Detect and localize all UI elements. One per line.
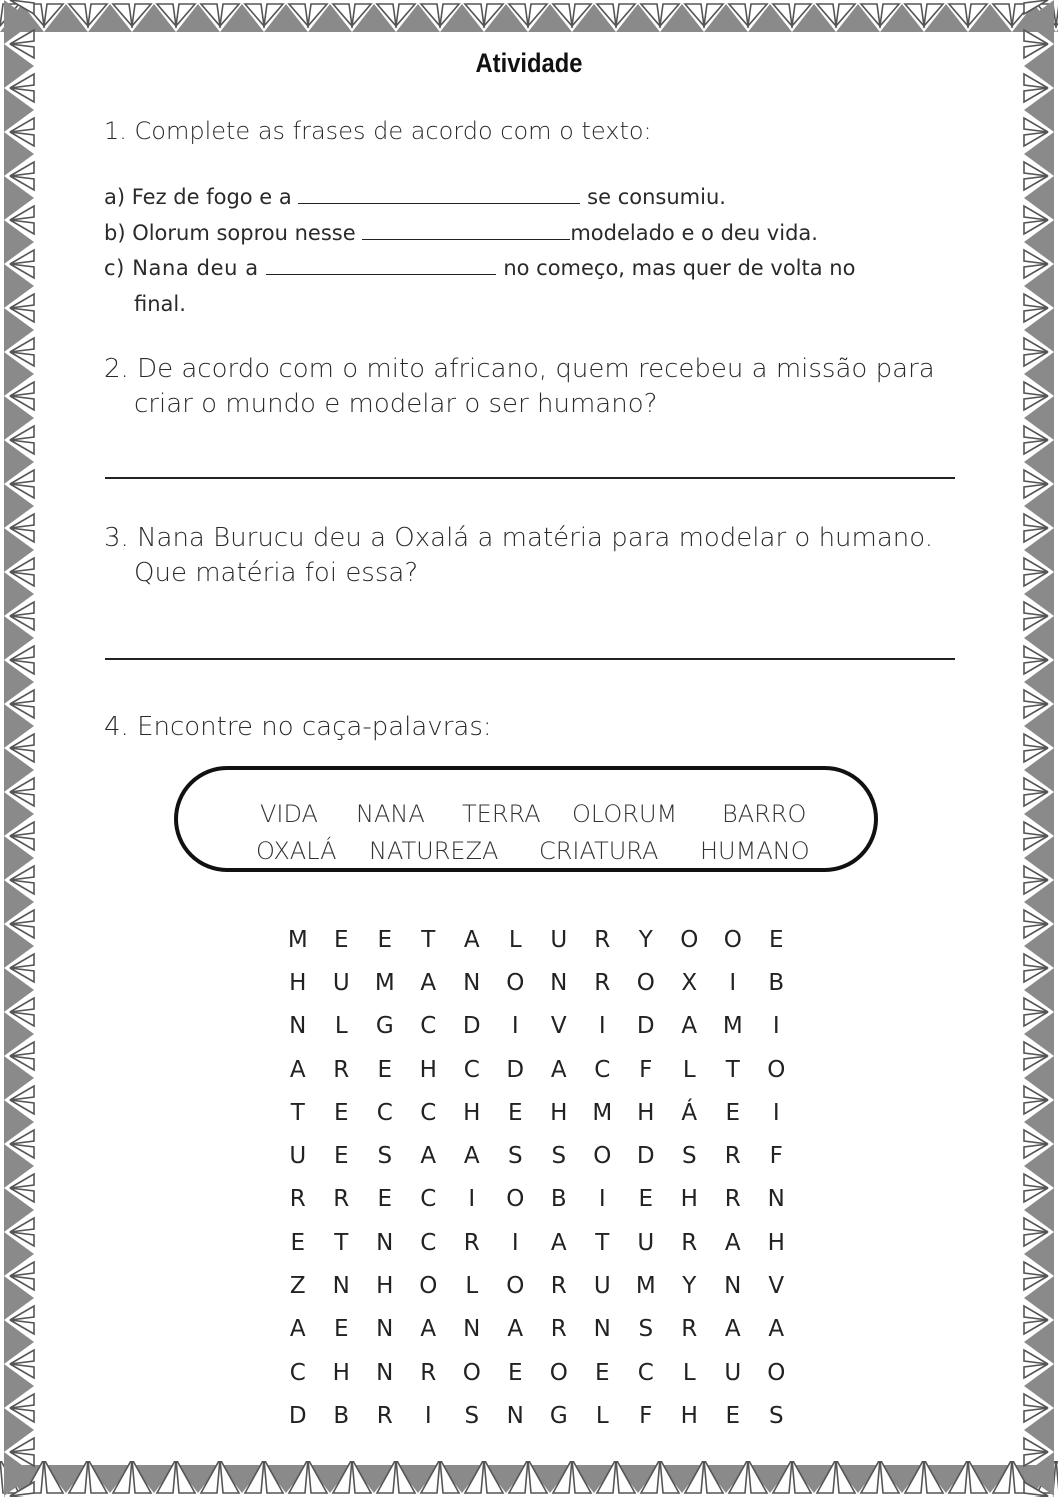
grid-letter[interactable]: I xyxy=(598,1013,606,1040)
grid-letter[interactable]: N xyxy=(724,1273,742,1300)
decorative-border-top xyxy=(0,0,1058,36)
page-title: Atividade xyxy=(475,48,583,78)
grid-letter[interactable]: A xyxy=(681,1013,698,1040)
grid-row xyxy=(276,961,798,1004)
answer-line-3[interactable] xyxy=(105,658,955,660)
grid-letter[interactable]: N xyxy=(463,1316,481,1343)
grid-letter[interactable]: E xyxy=(377,1056,393,1083)
grid-letter[interactable]: A xyxy=(768,1316,785,1343)
grid-letter[interactable]: M xyxy=(635,1273,656,1300)
blank-1b[interactable] xyxy=(362,221,570,240)
question-3 xyxy=(104,521,933,591)
word-terra: TERRA xyxy=(462,800,541,828)
grid-letter[interactable]: C xyxy=(420,1013,437,1040)
grid-letter[interactable]: E xyxy=(594,1359,610,1386)
grid-letter[interactable]: A xyxy=(507,1316,524,1343)
grid-letter[interactable]: U xyxy=(724,1359,742,1386)
grid-letter[interactable]: C xyxy=(420,1229,437,1256)
question-1c-start: c) Nana deu a xyxy=(104,256,259,280)
grid-letter[interactable]: A xyxy=(289,1056,306,1083)
question-1b xyxy=(104,221,818,245)
grid-letter[interactable]: S xyxy=(768,1402,784,1429)
grid-letter[interactable]: I xyxy=(772,1099,780,1126)
grid-row xyxy=(276,918,798,961)
grid-letter[interactable]: E xyxy=(638,1186,654,1213)
grid-letter[interactable]: D xyxy=(636,1013,655,1040)
grid-letter[interactable]: D xyxy=(462,1013,481,1040)
question-1b-start: b) Olorum soprou nesse xyxy=(104,221,356,245)
grid-letter[interactable]: E xyxy=(290,1229,306,1256)
grid-row xyxy=(276,1134,798,1177)
word-criatura: CRIATURA xyxy=(539,837,659,865)
grid-letter[interactable]: E xyxy=(725,1402,741,1429)
grid-letter[interactable]: N xyxy=(376,1316,394,1343)
grid-letter[interactable]: T xyxy=(725,1056,740,1083)
grid-letter[interactable]: S xyxy=(681,1143,697,1170)
grid-letter[interactable]: F xyxy=(639,1402,653,1429)
grid-letter[interactable]: V xyxy=(768,1273,785,1300)
grid-row xyxy=(276,1005,798,1048)
grid-letter[interactable]: R xyxy=(594,969,611,996)
grid-letter[interactable]: A xyxy=(289,1316,306,1343)
grid-letter[interactable]: H xyxy=(680,1402,698,1429)
grid-letter[interactable]: A xyxy=(550,1229,567,1256)
grid-letter[interactable]: R xyxy=(463,1229,480,1256)
grid-letter[interactable]: S xyxy=(507,1143,523,1170)
question-2 xyxy=(104,352,935,422)
grid-letter[interactable]: A xyxy=(463,1143,480,1170)
grid-letter[interactable]: O xyxy=(462,1359,481,1386)
grid-letter[interactable]: F xyxy=(769,1143,783,1170)
decorative-border-right xyxy=(1020,0,1058,1497)
question-3-line-1: 3. Nana Burucu deu a Oxalá a matéria para modelar o humano. xyxy=(104,523,933,553)
grid-letter[interactable]: Y xyxy=(682,1273,697,1300)
grid-letter[interactable]: I xyxy=(424,1402,432,1429)
grid-letter[interactable]: G xyxy=(549,1402,568,1429)
grid-row xyxy=(276,1351,798,1394)
grid-letter[interactable]: O xyxy=(723,926,742,953)
grid-letter[interactable]: E xyxy=(333,926,349,953)
grid-letter[interactable]: L xyxy=(465,1273,479,1300)
grid-letter[interactable]: C xyxy=(637,1359,654,1386)
grid-letter[interactable]: O xyxy=(767,1359,786,1386)
grid-letter[interactable]: A xyxy=(463,926,480,953)
word-nana: NANA xyxy=(356,800,425,828)
word-oxala: OXALÁ xyxy=(256,837,337,865)
question-3-line-2: Que matéria foi essa? xyxy=(134,558,419,588)
grid-letter[interactable]: L xyxy=(682,1056,696,1083)
grid-letter[interactable]: N xyxy=(332,1273,350,1300)
question-1a xyxy=(104,185,726,209)
blank-1c[interactable] xyxy=(266,256,496,275)
grid-letter[interactable]: E xyxy=(333,1316,349,1343)
grid-letter[interactable]: N xyxy=(506,1402,524,1429)
word-vida: VIDA xyxy=(260,800,318,828)
question-1c xyxy=(104,256,855,280)
grid-letter[interactable]: M xyxy=(374,969,395,996)
grid-letter[interactable]: E xyxy=(377,926,393,953)
grid-letter[interactable]: O xyxy=(767,1056,786,1083)
grid-letter[interactable]: O xyxy=(506,1273,525,1300)
grid-letter[interactable]: A xyxy=(724,1316,741,1343)
question-4-prompt: 4. Encontre no caça-palavras: xyxy=(104,712,492,742)
grid-letter[interactable]: L xyxy=(334,1013,348,1040)
grid-letter[interactable]: S xyxy=(638,1316,654,1343)
grid-letter[interactable]: S xyxy=(464,1402,480,1429)
grid-letter[interactable]: D xyxy=(636,1143,655,1170)
answer-line-2[interactable] xyxy=(105,477,955,479)
question-1a-end: se consumiu. xyxy=(587,185,726,209)
word-list-box xyxy=(174,766,878,872)
grid-letter[interactable]: M xyxy=(722,1013,743,1040)
grid-letter[interactable]: U xyxy=(593,1273,611,1300)
grid-letter[interactable]: U xyxy=(332,969,350,996)
grid-row xyxy=(276,1178,798,1221)
grid-letter[interactable]: O xyxy=(506,969,525,996)
question-2-line-2: criar o mundo e modelar o ser humano? xyxy=(134,389,658,419)
grid-letter[interactable]: E xyxy=(507,1359,523,1386)
grid-letter[interactable]: U xyxy=(289,1143,307,1170)
grid-letter[interactable]: R xyxy=(420,1359,437,1386)
grid-row xyxy=(276,1394,798,1437)
grid-letter[interactable]: R xyxy=(333,1056,350,1083)
grid-letter[interactable]: H xyxy=(550,1099,568,1126)
grid-row xyxy=(276,1048,798,1091)
grid-letter[interactable]: N xyxy=(463,969,481,996)
grid-letter[interactable]: I xyxy=(511,1229,519,1256)
grid-letter[interactable]: N xyxy=(593,1316,611,1343)
question-2-line-1: 2. De acordo com o mito africano, quem recebeu a missão para xyxy=(104,354,935,384)
grid-letter[interactable]: I xyxy=(772,1013,780,1040)
grid-letter[interactable]: H xyxy=(332,1359,350,1386)
grid-letter[interactable]: M xyxy=(287,926,308,953)
grid-letter[interactable]: H xyxy=(289,969,307,996)
grid-letter[interactable]: N xyxy=(550,969,568,996)
grid-letter[interactable]: R xyxy=(594,926,611,953)
grid-letter[interactable]: Z xyxy=(289,1273,306,1300)
grid-row xyxy=(276,1221,798,1264)
grid-letter[interactable]: I xyxy=(511,1013,519,1040)
grid-letter[interactable]: N xyxy=(376,1359,394,1386)
grid-letter[interactable]: Y xyxy=(638,926,653,953)
grid-letter[interactable]: F xyxy=(639,1056,653,1083)
grid-letter[interactable]: B xyxy=(550,1186,567,1213)
grid-letter[interactable]: H xyxy=(680,1186,698,1213)
grid-letter[interactable]: O xyxy=(593,1143,612,1170)
grid-letter[interactable]: T xyxy=(334,1229,349,1256)
grid-letter[interactable]: H xyxy=(637,1099,655,1126)
grid-letter[interactable]: A xyxy=(420,969,437,996)
grid-row xyxy=(276,1308,798,1351)
grid-letter[interactable]: R xyxy=(289,1186,306,1213)
grid-letter[interactable]: N xyxy=(767,1186,785,1213)
word-barro: BARRO xyxy=(722,800,807,828)
grid-letter[interactable]: I xyxy=(729,969,737,996)
word-olorum: OLORUM xyxy=(572,800,678,828)
grid-letter[interactable]: A xyxy=(550,1056,567,1083)
question-1b-end: modelado e o deu vida. xyxy=(570,221,818,245)
grid-row xyxy=(276,1264,798,1307)
grid-letter[interactable]: R xyxy=(376,1402,393,1429)
grid-letter[interactable]: A xyxy=(724,1229,741,1256)
grid-letter[interactable]: T xyxy=(595,1229,610,1256)
grid-letter[interactable]: S xyxy=(551,1143,567,1170)
grid-letter[interactable]: R xyxy=(550,1273,567,1300)
decorative-border-bottom xyxy=(0,1461,1058,1497)
grid-letter[interactable]: B xyxy=(768,969,785,996)
grid-letter[interactable]: C xyxy=(420,1186,437,1213)
grid-row xyxy=(276,1091,798,1134)
grid-letter[interactable]: O xyxy=(506,1186,525,1213)
grid-letter[interactable]: T xyxy=(290,1099,305,1126)
question-1c-end: no começo, mas quer de volta no xyxy=(503,256,856,280)
grid-letter[interactable]: R xyxy=(724,1143,741,1170)
grid-letter[interactable]: V xyxy=(550,1013,567,1040)
grid-letter[interactable]: A xyxy=(420,1316,437,1343)
grid-letter[interactable]: R xyxy=(681,1316,698,1343)
grid-letter[interactable]: R xyxy=(550,1316,567,1343)
grid-letter[interactable]: U xyxy=(637,1229,655,1256)
grid-letter[interactable]: X xyxy=(681,969,698,996)
grid-letter[interactable]: Á xyxy=(681,1099,698,1126)
word-natureza: NATUREZA xyxy=(369,837,499,865)
blank-1a[interactable] xyxy=(298,185,580,204)
grid-letter[interactable]: H xyxy=(767,1229,785,1256)
grid-letter[interactable]: N xyxy=(289,1013,307,1040)
grid-letter[interactable]: G xyxy=(375,1013,394,1040)
grid-letter[interactable]: E xyxy=(725,1099,741,1126)
grid-letter[interactable]: U xyxy=(550,926,568,953)
grid-letter[interactable]: B xyxy=(333,1402,350,1429)
word-humano: HUMANO xyxy=(700,837,810,865)
question-1-prompt: 1. Complete as frases de acordo com o texto: xyxy=(104,117,652,145)
word-search-grid xyxy=(276,918,798,1438)
grid-letter[interactable]: O xyxy=(636,969,655,996)
grid-letter[interactable]: T xyxy=(421,926,436,953)
grid-letter[interactable]: L xyxy=(508,926,522,953)
grid-letter[interactable]: E xyxy=(768,926,784,953)
grid-letter[interactable]: S xyxy=(377,1143,393,1170)
grid-letter[interactable]: H xyxy=(376,1273,394,1300)
grid-letter[interactable]: L xyxy=(682,1359,696,1386)
grid-letter[interactable]: L xyxy=(595,1402,609,1429)
grid-letter[interactable]: I xyxy=(598,1186,606,1213)
grid-letter[interactable]: M xyxy=(592,1099,613,1126)
grid-letter[interactable]: N xyxy=(376,1229,394,1256)
question-1a-start: a) Fez de fogo e a xyxy=(104,185,292,209)
grid-letter[interactable]: C xyxy=(289,1359,306,1386)
grid-letter[interactable]: C xyxy=(463,1056,480,1083)
grid-letter[interactable]: C xyxy=(420,1099,437,1126)
decorative-border-left xyxy=(0,0,38,1497)
grid-letter[interactable]: O xyxy=(549,1359,568,1386)
grid-letter[interactable]: I xyxy=(468,1186,476,1213)
grid-letter[interactable]: C xyxy=(376,1099,393,1126)
grid-letter[interactable]: E xyxy=(333,1143,349,1170)
grid-letter[interactable]: E xyxy=(377,1186,393,1213)
grid-letter[interactable]: R xyxy=(333,1186,350,1213)
grid-letter[interactable]: E xyxy=(333,1099,349,1126)
grid-letter[interactable]: O xyxy=(419,1273,438,1300)
question-1c-continuation: final. xyxy=(134,292,186,316)
grid-letter[interactable]: R xyxy=(724,1186,741,1213)
grid-letter[interactable]: O xyxy=(680,926,699,953)
grid-letter[interactable]: D xyxy=(506,1056,525,1083)
grid-letter[interactable]: E xyxy=(507,1099,523,1126)
grid-letter[interactable]: C xyxy=(594,1056,611,1083)
grid-letter[interactable]: R xyxy=(681,1229,698,1256)
grid-letter[interactable]: D xyxy=(288,1402,307,1429)
grid-letter[interactable]: H xyxy=(463,1099,481,1126)
grid-letter[interactable]: H xyxy=(419,1056,437,1083)
grid-letter[interactable]: A xyxy=(420,1143,437,1170)
